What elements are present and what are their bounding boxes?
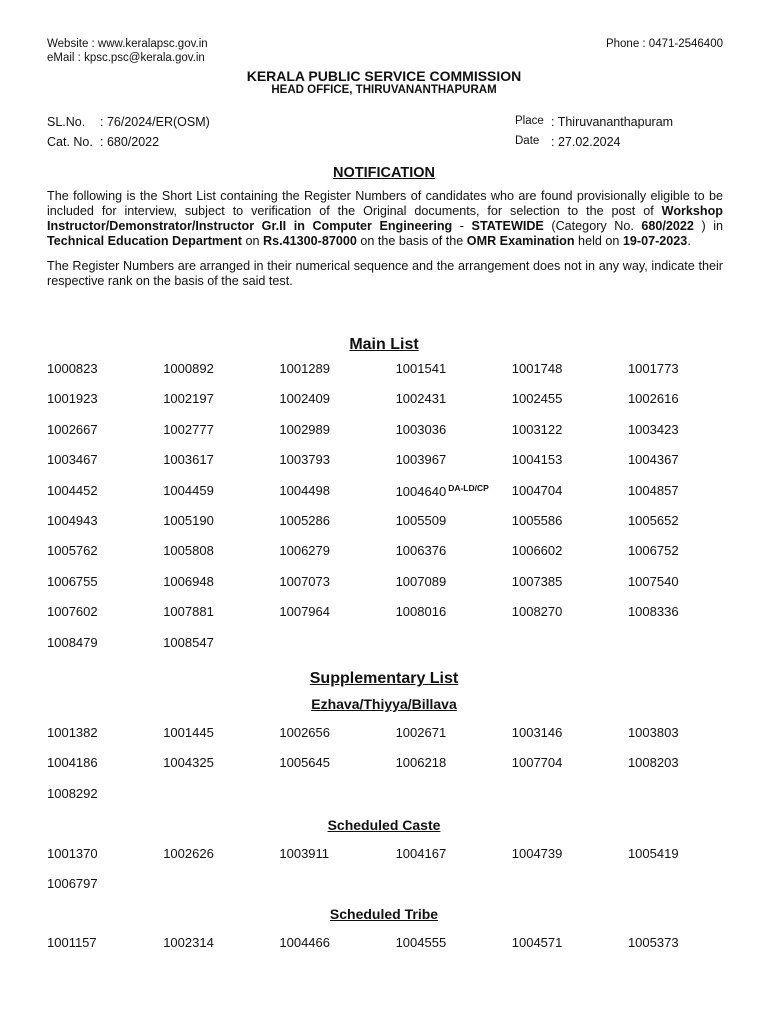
phone-text: Phone : 0471-2546400 [605,38,723,50]
register-number: 1004459 [163,482,214,498]
register-number: 1004943 [47,512,98,528]
register-number: 1008016 [395,604,447,620]
register-number: 1001445 [163,725,214,740]
register-number: 1003423 [627,421,679,437]
register-number: 1005286 [279,512,330,528]
register-row [47,574,747,604]
register-number: 1008336 [627,604,679,620]
register-number: 1005586 [511,512,563,528]
register-number: 1000892 [163,361,214,376]
register-number: 1006948 [163,573,214,589]
register-row [47,391,747,421]
register-number: 1008270 [511,604,563,620]
register-number: 1004571 [511,935,563,950]
register-number: 1007881 [163,604,214,620]
register-number: 1003967 [395,452,447,468]
register-number: 1002667 [47,421,98,437]
register-number: 1006797 [47,876,98,892]
register-number: 1001773 [627,361,679,376]
register-number: 1007073 [279,573,330,589]
notification-heading: NOTIFICATION [332,165,436,181]
scheduled-tribe-heading: Scheduled Tribe [329,906,439,922]
register-number: 1005762 [47,543,98,559]
register-number: 1002671 [395,725,447,740]
register-number: 1008292 [47,785,98,801]
register-number: 1008479 [47,634,98,650]
register-number: 1003467 [47,452,98,468]
register-row [47,483,747,513]
register-number: 1007964 [279,604,330,620]
register-number: 1002409 [279,391,330,407]
register-row [47,935,747,965]
register-number: 1005419 [627,846,679,861]
register-number: 1005190 [163,512,214,528]
scheduled-tribe-grid [47,935,747,965]
cat-no-label: Cat. No. [47,135,93,149]
register-number: 1006602 [511,543,563,559]
scheduled-caste-grid [47,846,747,907]
register-row [47,422,747,452]
register-number: 1003617 [163,452,214,468]
register-number: 1008203 [627,755,679,771]
register-number: 1001541 [395,361,447,376]
register-number: 1004367 [627,452,679,468]
register-number: 1003036 [395,421,447,437]
register-number: 1001923 [47,391,98,407]
register-row [47,876,747,906]
register-number: 1005652 [627,512,679,528]
register-number: 1003911 [279,846,330,861]
ezhava-grid [47,725,747,816]
sl-no-label: SL.No. [47,115,86,129]
register-number: 1002989 [279,421,330,437]
register-number: 1000823 [47,361,98,376]
register-number: 1001289 [279,361,330,376]
register-number: 1006279 [279,543,330,559]
register-number: 1002656 [279,725,330,740]
register-number: 1003793 [279,452,330,468]
register-number: 1004640 $^{DA-LD/CP}$ [395,482,489,499]
supplementary-list-heading: Supplementary List [309,670,459,687]
register-row [47,786,747,816]
register-number: 1004167 [395,846,447,861]
register-number: 1006755 [47,573,98,589]
register-number: 1001382 [47,725,98,740]
register-row [47,846,747,876]
register-row [47,604,747,634]
org-name: KERALA PUBLIC SERVICE COMMISSION [246,68,522,84]
cat-no-value: : 680/2022 [100,135,160,149]
register-number: 1007089 [395,573,447,589]
website-text: Website : www.keralapsc.gov.in [47,38,208,50]
register-number: 1003122 [511,421,563,437]
register-row [47,635,747,665]
register-number: 1001370 [47,846,98,861]
register-number: 1002777 [163,421,214,437]
register-number: 1002626 [163,846,214,861]
scheduled-caste-heading: Scheduled Caste [327,817,441,833]
register-number: 1004186 [47,755,98,771]
date-label: Date [515,135,540,147]
register-number: 1001157 [47,935,97,950]
register-number: 1005808 [163,543,214,559]
register-number: 1003146 [511,725,563,740]
register-number: 1004325 [163,755,214,771]
register-number: 1007602 [47,604,98,620]
register-number: 1006218 [395,755,447,771]
register-number: 1004498 [279,482,330,498]
register-number: 1004466 [279,935,330,950]
register-row [47,755,747,785]
register-row [47,361,747,391]
date-value: : 27.02.2024 [551,135,621,149]
register-row [47,452,747,482]
register-row [47,513,747,543]
register-number: 1002314 [163,935,214,950]
office-name: HEAD OFFICE, THIRUVANANTHAPURAM [271,84,497,96]
arrangement-note: The Register Numbers are arranged in their numerical sequence and the arrangement does not in any way, indicate their respective rank on the basis of the said test. [47,259,723,288]
register-number: 1005645 [279,755,330,771]
register-number: 1007385 [511,573,563,589]
main-list-heading: Main List [349,336,419,353]
register-number: 1002197 [163,391,214,407]
register-number: 1007704 [511,755,563,771]
register-number: 1005509 [395,512,447,528]
register-row [47,543,747,573]
register-number: 1002431 [395,391,447,407]
register-number: 1004857 [627,482,679,498]
register-number: 1002616 [627,391,679,407]
register-number: 1004704 [511,482,563,498]
register-number: 1008547 [163,634,214,650]
register-number: 1004452 [47,482,98,498]
email-text: eMail : kpsc.psc@kerala.gov.in [47,52,205,64]
register-number: 1002455 [511,391,563,407]
register-number: 1003803 [627,725,679,740]
register-number: 1004153 [511,452,563,468]
register-number: 1005373 [627,935,679,950]
ezhava-heading: Ezhava/Thiyya/Billava [311,696,457,712]
register-number: 1004555 [395,935,447,950]
register-row [47,725,747,755]
place-label: Place [515,115,544,127]
notification-paragraph: The following is the Short List containing the Register Numbers of candidates who are found provisionally eligible to be included for interview, subject to verification of the Original documents, for selection to the post of Workshop Instructor/Demonstrator/Instructor Gr.II in Computer Engineering - STATEWIDE (Category No. 680/2022 ) in Technical Education Department on Rs.41300-87000 on the basis of the OMR Examination held on 19-07-2023. [47,189,723,248]
register-number: 1007540 [627,573,679,589]
register-number: 1001748 [511,361,563,376]
place-value: : Thiruvananthapuram [551,115,674,129]
sl-no-value: : 76/2024/ER(OSM) [100,115,210,129]
main-list-grid [47,361,747,665]
register-number: 1004739 [511,846,563,861]
disability-annotation: DA-LD/CP [448,482,489,493]
register-number: 1006376 [395,543,447,559]
register-number: 1006752 [627,543,679,559]
